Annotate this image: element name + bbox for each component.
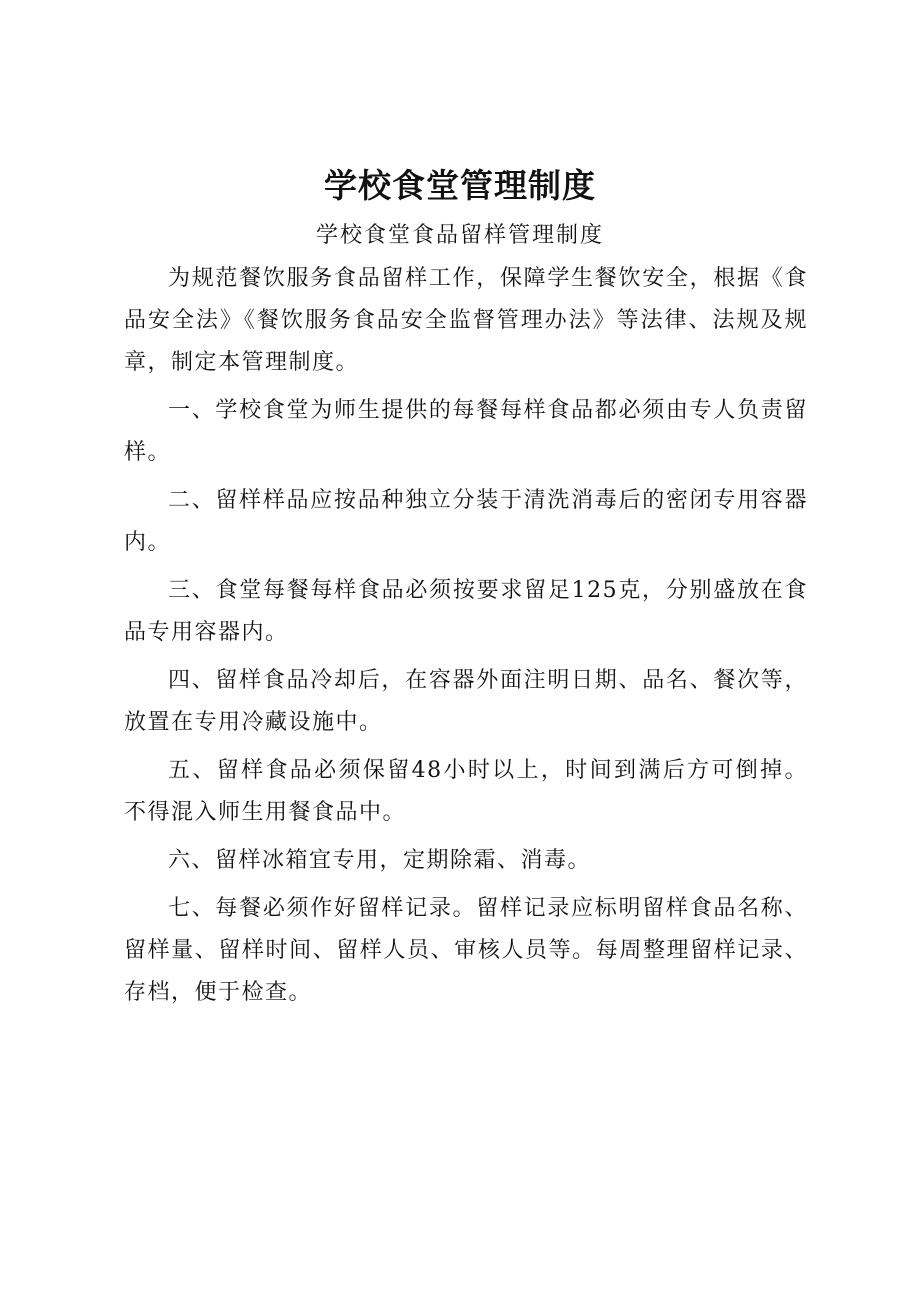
paragraph-rule-3: 三、食堂每餐每样食品必须按要求留足125克，分别盛放在食品专用容器内。: [124, 578, 808, 645]
paragraph-rule-7: 七、每餐必须作好留样记录。留样记录应标明留样食品名称、留样量、留样时间、留样人员、审核人员等。每周整理留样记录、存档，便于检查。: [124, 896, 808, 1005]
paragraph-rule-2: 二、留样样品应按品种独立分装于清洗消毒后的密闭专用容器内。: [124, 488, 808, 555]
paragraph-rule-1: 一、学校食堂为师生提供的每餐每样食品都必须由专人负责留样。: [124, 398, 808, 465]
document-subtitle: 学校食堂食品留样管理制度: [315, 223, 604, 248]
paragraph-intro: 为规范餐饮服务食品留样工作，保障学生餐饮安全，根据《食品安全法》《餐饮服务食品安全监督管理办法》等法律、法规及规章，制定本管理制度。: [124, 266, 808, 375]
document-title: 学校食堂管理制度: [324, 166, 596, 205]
paragraph-rule-4: 四、留样食品冷却后，在容器外面注明日期、品名、餐次等，放置在专用冷藏设施中。: [124, 668, 808, 735]
paragraph-rule-6: 六、留样冰箱宜专用，定期除霜、消毒。: [168, 848, 592, 873]
paragraph-rule-5: 五、留样食品必须保留48小时以上，时间到满后方可倒掉。不得混入师生用餐食品中。: [124, 758, 808, 825]
document-body: [124, 258, 808, 1020]
